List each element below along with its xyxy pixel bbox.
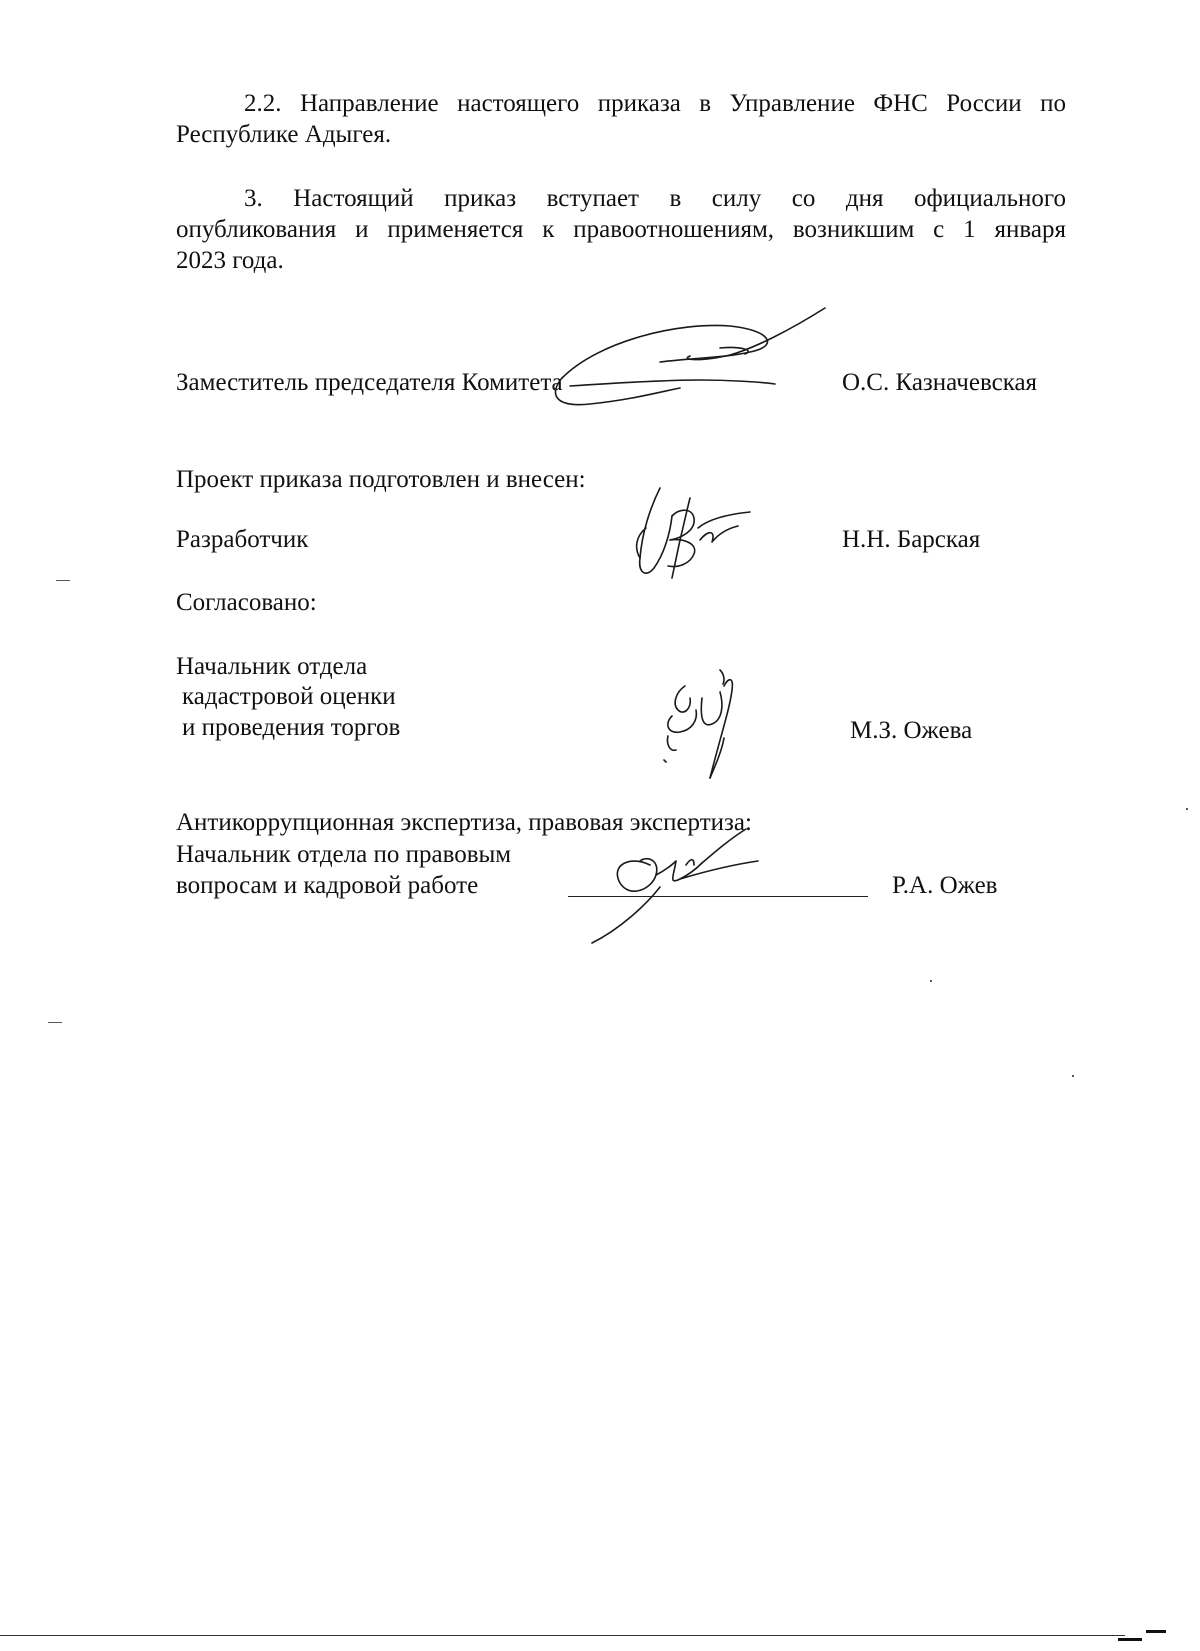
scan-mark bbox=[930, 980, 932, 982]
legal-position-line-1: Начальник отдела по правовым bbox=[176, 841, 512, 868]
cadastral-signature bbox=[650, 668, 760, 788]
scan-mark bbox=[48, 1022, 62, 1023]
legal-position-line-2: вопросам и кадровой работе bbox=[176, 872, 479, 899]
expertise-heading: Антикоррупционная экспертиза, правовая экспертиза: bbox=[176, 809, 752, 836]
cadastral-position-line-2: кадастровой оценки bbox=[182, 683, 396, 710]
paragraph-2-2 bbox=[176, 88, 1066, 150]
paragraph-3-line-2: опубликования и применяется к правоотношениям, возникшим с 1 января bbox=[176, 216, 1066, 243]
scan-mark bbox=[56, 580, 70, 581]
paragraph-3-line-3: 2023 года. bbox=[176, 247, 284, 274]
developer-name: Н.Н. Барская bbox=[842, 526, 981, 553]
scan-mark bbox=[1186, 808, 1188, 810]
deputy-signature bbox=[540, 300, 870, 415]
agreed-heading: Согласовано: bbox=[176, 589, 317, 616]
developer-position: Разработчик bbox=[176, 526, 309, 553]
cadastral-name: М.З. Ожева bbox=[850, 717, 973, 744]
scan-bottom-edge bbox=[0, 1635, 1125, 1636]
legal-name: Р.А. Ожев bbox=[892, 872, 998, 899]
cadastral-position-line-3: и проведения торгов bbox=[182, 714, 401, 741]
cadastral-position-line-1: Начальник отдела bbox=[176, 653, 368, 680]
deputy-name: О.С. Казначевская bbox=[842, 369, 1038, 396]
paragraph-3 bbox=[176, 183, 1066, 276]
scan-mark bbox=[1072, 1075, 1074, 1077]
scan-bottom-edge-mark bbox=[1118, 1638, 1142, 1641]
paragraph-3-line-1: 3. Настоящий приказ вступает в силу со дня официального bbox=[244, 185, 1066, 212]
legal-signature bbox=[590, 825, 770, 945]
deputy-position: Заместитель председателя Комитета bbox=[176, 369, 563, 396]
prepared-heading: Проект приказа подготовлен и внесен: bbox=[176, 466, 586, 493]
scan-bottom-edge-mark bbox=[1146, 1630, 1166, 1633]
paragraph-2-2-line-1: 2.2. Направление настоящего приказа в Управление ФНС России по bbox=[244, 90, 1066, 117]
developer-signature bbox=[620, 478, 760, 588]
paragraph-2-2-line-2: Республике Адыгея. bbox=[176, 121, 392, 148]
